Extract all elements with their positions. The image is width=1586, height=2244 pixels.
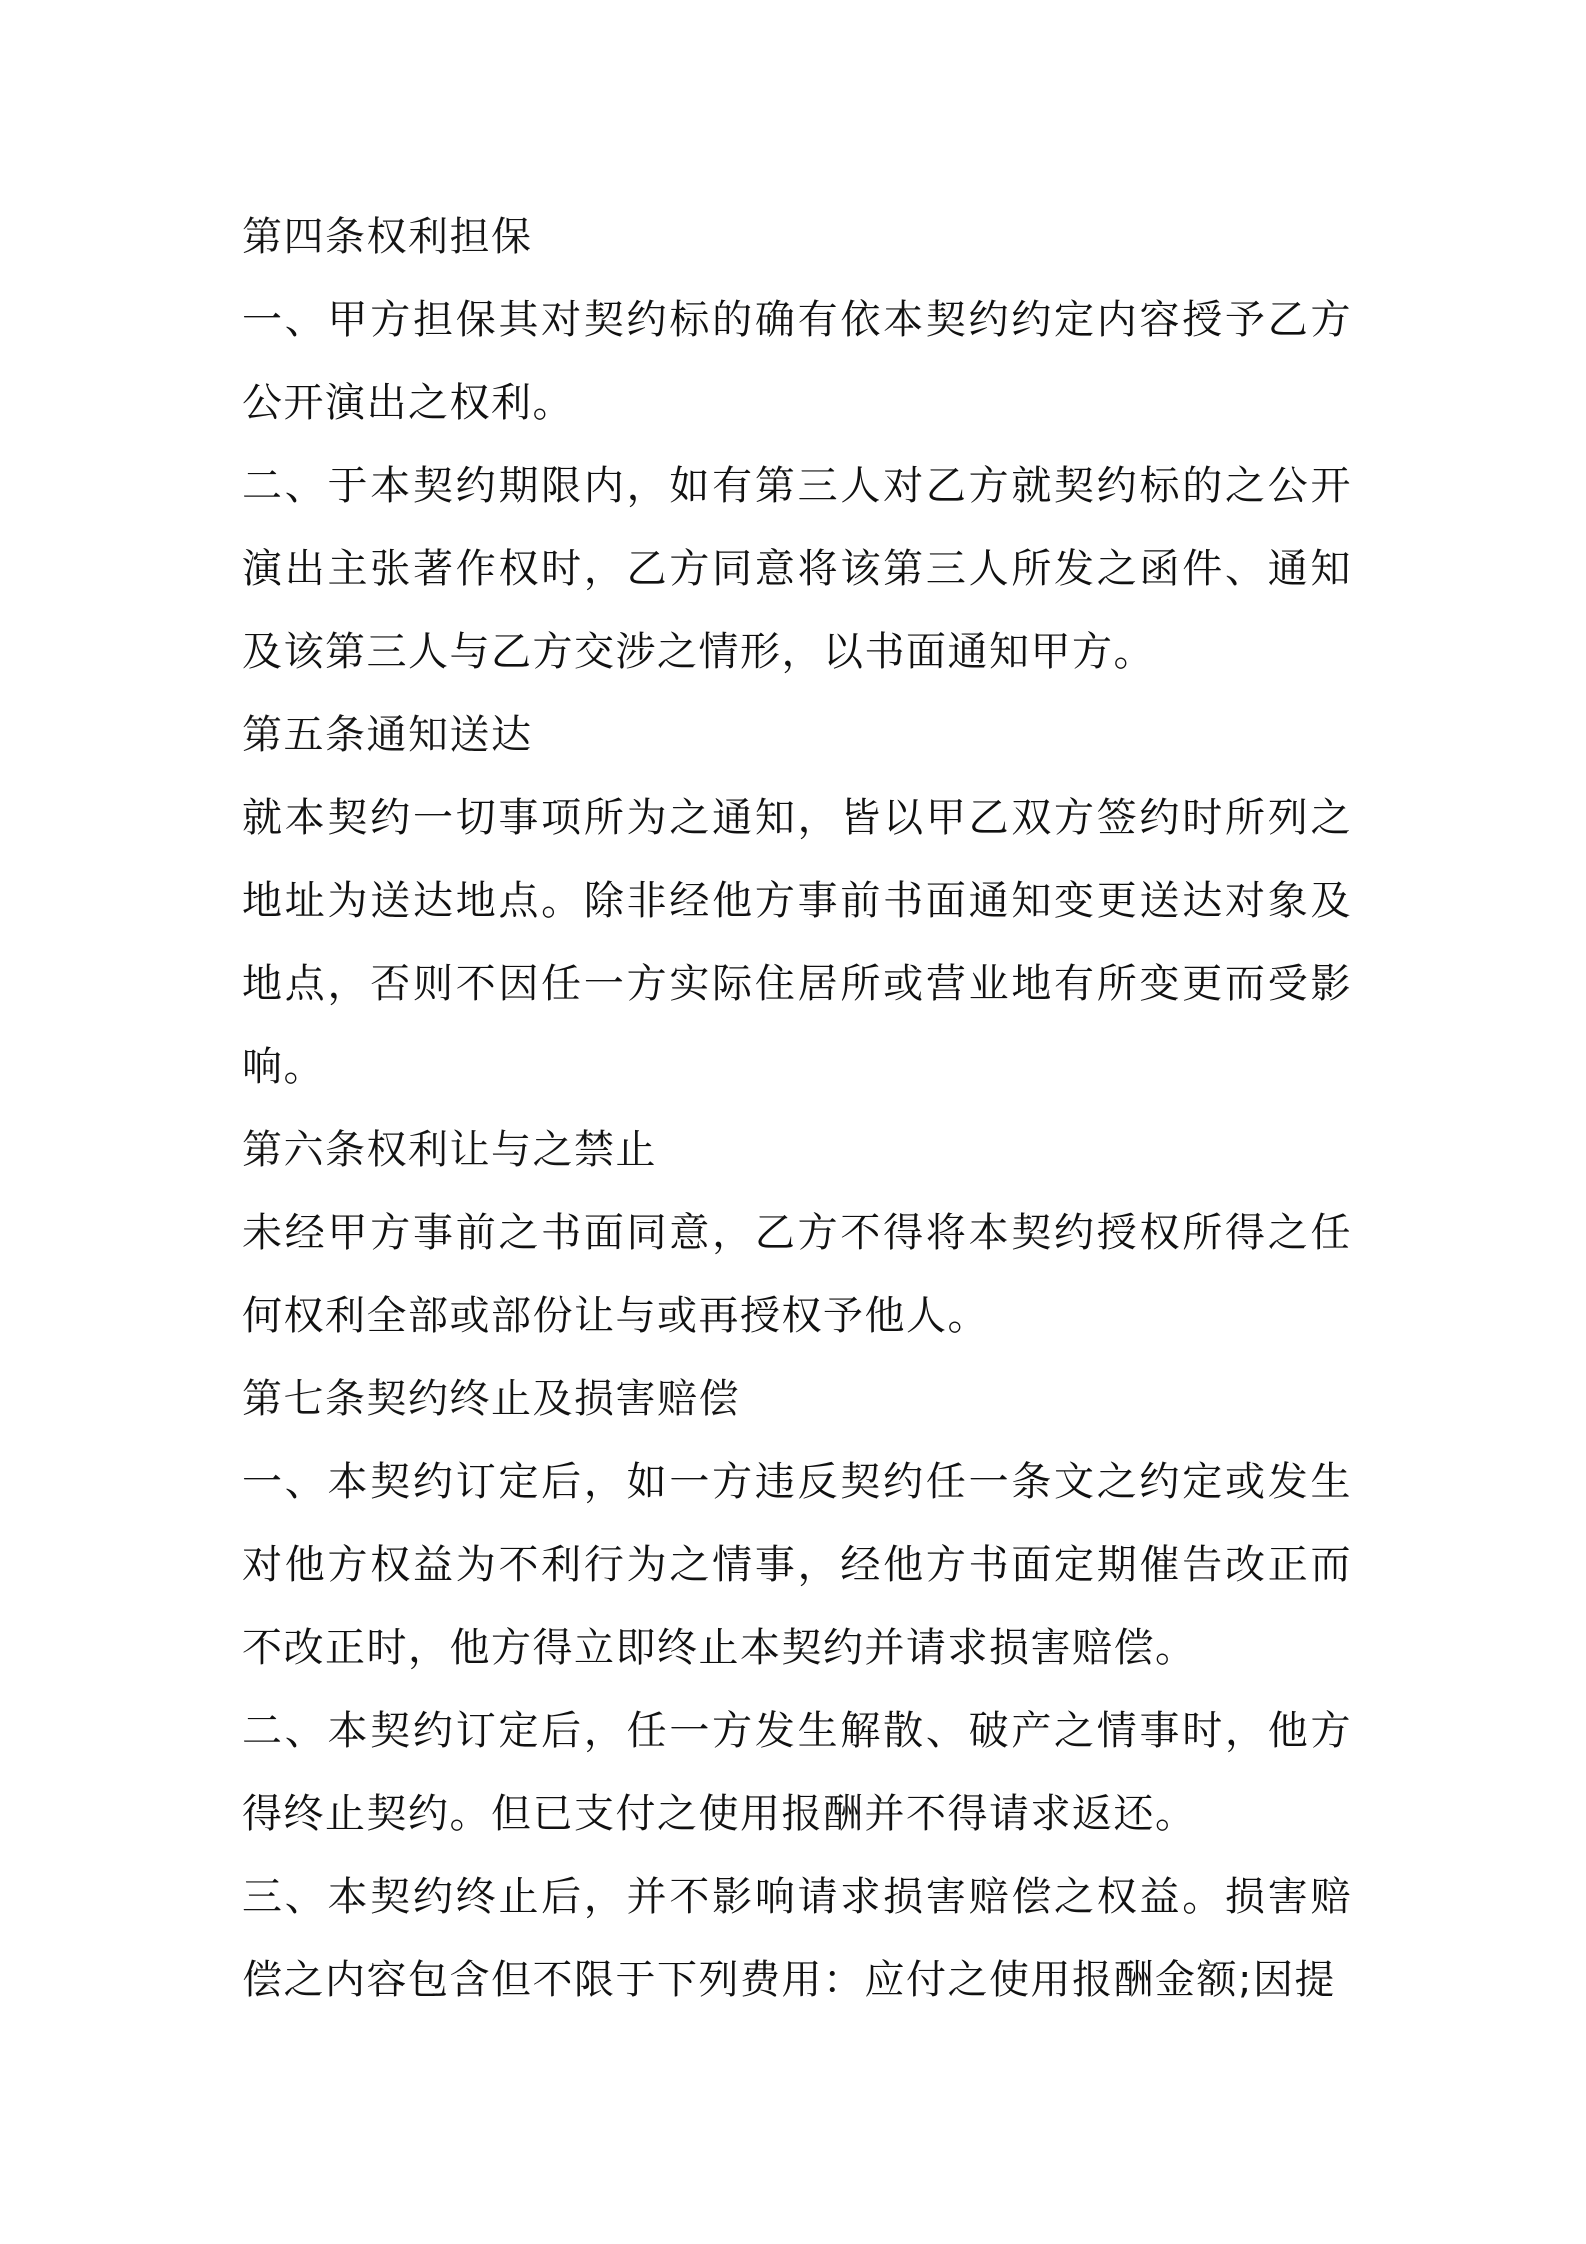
article-7-clause-2: 二、本契约订定后，任一方发生解散、破产之情事时，他方得终止契约。但已支付之使用报酬并不得请求返还。 <box>242 1708 1352 1837</box>
article-6-body: 未经甲方事前之书面同意，乙方不得将本契约授权所得之任何权利全部或部份让与或再授权予他人。 <box>242 1210 1352 1339</box>
article-5-heading: 第五条通知送达 <box>242 712 533 758</box>
article-7-clause-3: 三、本契约终止后，并不影响请求损害赔偿之权益。损害赔偿之内容包含但不限于下列费用：应付之使用报酬金额;因提 <box>242 1874 1352 2003</box>
article-5-body: 就本契约一切事项所为之通知，皆以甲乙双方签约时所列之地址为送达地点。除非经他方事前书面通知变更送达对象及地点，否则不因任一方实际住居所或营业地有所变更而受影响。 <box>242 795 1352 1090</box>
article-6-heading: 第六条权利让与之禁止 <box>242 1127 657 1173</box>
article-4-heading: 第四条权利担保 <box>242 214 533 260</box>
article-4-clause-2: 二、于本契约期限内，如有第三人对乙方就契约标的之公开演出主张著作权时，乙方同意将该第三人所发之函件、通知及该第三人与乙方交涉之情形，以书面通知甲方。 <box>242 463 1352 675</box>
document-body <box>242 196 1352 2022</box>
article-7-clause-1: 一、本契约订定后，如一方违反契约任一条文之约定或发生对他方权益为不利行为之情事，经他方书面定期催告改正而不改正时，他方得立即终止本契约并请求损害赔偿。 <box>242 1459 1352 1671</box>
article-7-heading: 第七条契约终止及损害赔偿 <box>242 1376 740 1422</box>
article-4-clause-1: 一、甲方担保其对契约标的确有依本契约约定内容授予乙方公开演出之权利。 <box>242 297 1352 426</box>
